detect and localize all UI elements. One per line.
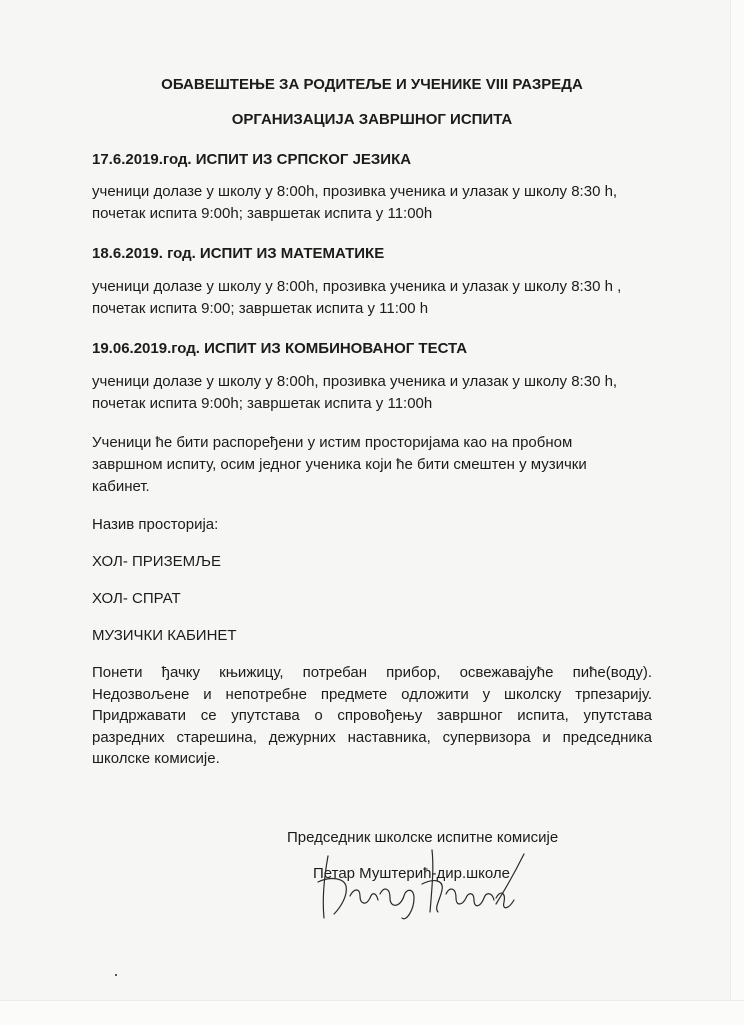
exam-schedule-line: ученици долазе у школу у 8:00h, прозивка ученика и улазак у школу 8:30 h , (92, 278, 622, 295)
paragraph-line: Ученици ће бити распоређени у истим просторијама као на пробном (92, 434, 573, 451)
rooms-label: Назив просторија: (92, 516, 219, 533)
exam-schedule-line: почетак испита 9:00h; завршетак испита у 11:00h (92, 205, 433, 222)
scan-speck (115, 974, 117, 976)
signature-stroke (323, 856, 328, 918)
exam-heading: 19.06.2019.год. ИСПИТ ИЗ КОМБИНОВАНОГ ТЕСТА (92, 340, 468, 357)
scan-edge-right (730, 0, 744, 1024)
exam-schedule-line: почетак испита 9:00h; завршетак испита у 11:00h (92, 395, 433, 412)
exam-heading: 18.6.2019. год. ИСПИТ ИЗ МАТЕМАТИКЕ (92, 245, 385, 262)
signature-stroke (380, 889, 414, 919)
signature-stroke (496, 854, 524, 904)
exam-schedule-line: ученици долазе у школу у 8:00h, прозивка ученика и улазак у школу 8:30 h, (92, 373, 618, 390)
instructions-paragraph: Понети ђачку књижицу, потребан прибор, освежавајуће пиће(воду). Недозвољене и непотребне предмете одложити у школску трпезарију. Придржавати се упутстава о спровођењу завршног испита, упутстава разредних старешина, дежурних наставника, супервизора и председника школске комисије. (92, 664, 652, 768)
paragraph-line: кабинет. (92, 478, 150, 495)
signature-role: Председник школске испитне комисије (287, 829, 559, 846)
room-item: ХОЛ- СПРАТ (92, 590, 181, 607)
document-title: ОБАВЕШТЕЊЕ ЗА РОДИТЕЉЕ И УЧЕНИКЕ VIII РАЗРЕДА (161, 76, 583, 93)
handwritten-signature (310, 848, 540, 928)
exam-heading: 17.6.2019.год. ИСПИТ ИЗ СРПСКОГ ЈЕЗИКА (92, 151, 412, 168)
exam-schedule-line: почетак испита 9:00; завршетак испита у 11:00 h (92, 300, 429, 317)
exam-schedule-line: ученици долазе у школу у 8:00h, прозивка ученика и улазак у школу 8:30 h, (92, 183, 618, 200)
document-subtitle: ОРГАНИЗАЦИЈА ЗАВРШНОГ ИСПИТА (231, 111, 513, 128)
signature-stroke (446, 889, 494, 906)
paragraph-line: завршном испиту, осим једног ученика који ће бити смештен у музички (92, 456, 587, 473)
signature-stroke (318, 879, 346, 914)
signature-name: Петар Муштерић-дир.школе (313, 865, 510, 882)
scan-edge-bottom (0, 1000, 744, 1025)
signature-stroke (350, 890, 378, 903)
room-item: ХОЛ- ПРИЗЕМЉЕ (92, 553, 222, 570)
room-item: МУЗИЧКИ КАБИНЕТ (92, 627, 237, 644)
